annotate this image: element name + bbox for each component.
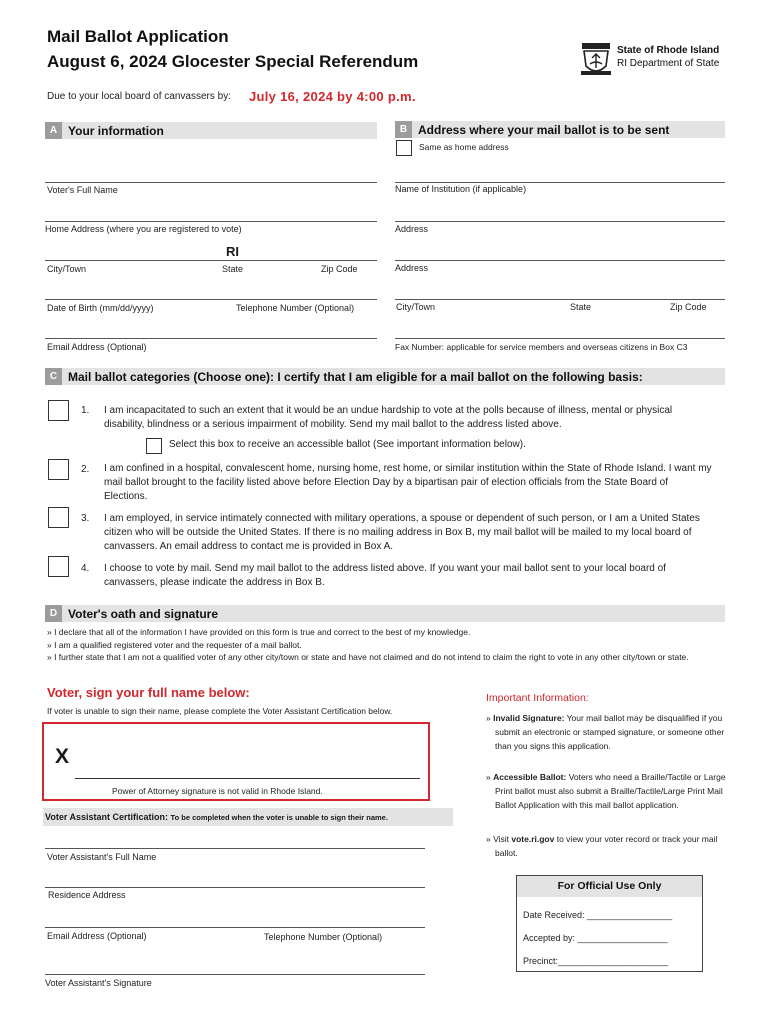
assistant-cert-header xyxy=(43,808,453,826)
home-address-field[interactable] xyxy=(45,221,377,222)
oath-item: » I declare that all of the information I have provided on this form is true and correct to the best of my knowledge. xyxy=(47,627,471,637)
section-a-letter: A xyxy=(45,122,62,139)
due-label: Due to your local board of canvassers by: xyxy=(47,91,231,102)
section-a-header xyxy=(45,122,377,139)
sign-title: Voter, sign your full name below: xyxy=(47,685,250,700)
b-state-label: State xyxy=(570,302,592,312)
important-invalid-signature: » Invalid Signature: Your mail ballot may be disqualified if you submit an electronic or stamped signature, or someone other than you signs this application. xyxy=(486,713,725,751)
official-use-box xyxy=(516,875,703,972)
category-3-text: I am employed, in service intimately connected with military operations, a spouse or dependent of such person, or I am a United States citizen who will be outside the United States. If there is no mailing address in Box B, my mail ballot will be mailed to my local board of canvassers. An email address to contact me is provided in Box A. xyxy=(104,513,700,552)
section-c-title: Mail ballot categories (Choose one): I certify that I am eligible for a mail ballot on the following basis: xyxy=(68,369,643,384)
state-label: State xyxy=(222,264,244,274)
b-zip-label: Zip Code xyxy=(670,302,707,312)
category-4-text: I choose to vote by mail. Send my mail ballot to the address listed above. If you want your mail ballot sent to your local board of canvassers, please indicate the address in Box B. xyxy=(104,563,666,588)
important-title: Important Information: xyxy=(486,692,589,704)
important-visit: » Visit vote.ri.gov to view your voter record or track your mail ballot. xyxy=(486,834,718,858)
section-b-header xyxy=(395,121,725,138)
category-4-number: 4. xyxy=(81,563,90,574)
official-use-title: For Official Use Only xyxy=(517,876,702,897)
assistant-name-label: Voter Assistant's Full Name xyxy=(47,852,157,862)
same-as-home-checkbox[interactable] xyxy=(396,140,412,156)
category-1-text: I am incapacitated to such an extent that it would be an undue hardship to vote at the polls because of illness, mental or physical disability, blindness or a serious impairment of mobility. Send my mail ballot to the address listed above. xyxy=(104,405,673,430)
category-4-checkbox[interactable] xyxy=(48,556,69,577)
assistant-cert-title: Voter Assistant Certification: xyxy=(45,812,169,822)
home-address-label: Home Address (where you are registered to vote) xyxy=(45,224,242,234)
zip-label: Zip Code xyxy=(321,264,358,274)
department-name: RI Department of State xyxy=(617,58,720,69)
accessible-ballot-bold: Accessible Ballot: xyxy=(493,772,567,782)
accessible-ballot-text: Voters who need a Braille/Tactile or Large Print ballot must also submit a Braille/Tactile/Large Print Mail Ballot Application with this mail ballot application. xyxy=(495,772,726,810)
address-label-1: Address xyxy=(395,224,429,234)
b-city-state-zip-field[interactable] xyxy=(395,299,725,300)
poa-note: Power of Attorney signature is not valid in Rhode Island. xyxy=(112,786,323,796)
category-2-checkbox[interactable] xyxy=(48,459,69,480)
assistant-residence-field[interactable] xyxy=(45,887,425,888)
assistant-name-field[interactable] xyxy=(45,848,425,849)
phone-label: Telephone Number (Optional) xyxy=(236,303,355,313)
due-date: July 16, 2024 by 4:00 p.m. xyxy=(249,89,416,104)
date-received-field: Date Received: _________________ xyxy=(523,910,673,920)
vote-ri-gov-link[interactable]: vote.ri.gov xyxy=(511,834,555,844)
email-label: Email Address (Optional) xyxy=(47,342,147,352)
fax-label: Fax Number: applicable for service members and overseas citizens in Box C3 xyxy=(395,342,688,352)
assistant-residence-label: Residence Address xyxy=(48,890,126,900)
same-as-home-label: Same as home address xyxy=(419,142,509,152)
form-subtitle: August 6, 2024 Glocester Special Referendum xyxy=(47,52,419,71)
state-value: RI xyxy=(226,244,239,259)
address-field-2[interactable] xyxy=(395,260,725,261)
assistant-cert-note: To be completed when the voter is unable to sign their name. xyxy=(170,813,388,822)
institution-label: Name of Institution (if applicable) xyxy=(395,184,527,194)
full-name-field[interactable] xyxy=(45,182,377,183)
category-3-number: 3. xyxy=(81,513,90,524)
fax-field[interactable] xyxy=(395,338,725,339)
oath-item: » I further state that I am not a qualified voter of any other city/town or state and have not claimed and do not intend to claim the right to vote in any other city/town or state. xyxy=(47,652,689,662)
section-a-title: Your information xyxy=(68,123,164,138)
invalid-signature-bold: Invalid Signature: xyxy=(493,713,565,723)
section-c-header xyxy=(45,368,725,385)
section-b-letter: B xyxy=(395,121,412,138)
section-d-header xyxy=(45,605,725,622)
assistant-email-phone-field[interactable] xyxy=(45,927,425,928)
accessible-ballot-label: Select this box to receive an accessible ballot (See important information below). xyxy=(169,439,526,450)
voter-signature-line xyxy=(75,778,420,779)
accepted-by-field: Accepted by: __________________ xyxy=(523,933,668,943)
visit-prefix: Visit xyxy=(493,834,509,844)
assistant-signature-label: Voter Assistant's Signature xyxy=(45,978,152,988)
visit-text: to view your voter record or track your mail ballot. xyxy=(495,834,718,858)
state-name: State of Rhode Island xyxy=(617,45,720,56)
assistant-phone-label: Telephone Number (Optional) xyxy=(264,932,383,942)
category-1-number: 1. xyxy=(81,405,90,416)
precinct-field: Precinct:______________________ xyxy=(523,956,669,966)
address-label-2: Address xyxy=(395,263,429,273)
section-d-title: Voter's oath and signature xyxy=(68,606,218,621)
assistant-signature-field[interactable] xyxy=(45,974,425,975)
dob-label: Date of Birth (mm/dd/yyyy) xyxy=(47,303,154,313)
address-field-1[interactable] xyxy=(395,221,725,222)
oath-item: » I am a qualified registered voter and the requester of a mail ballot. xyxy=(47,640,302,650)
full-name-label: Voter's Full Name xyxy=(47,185,118,195)
category-2-number: 2. xyxy=(81,464,90,475)
b-city-label: City/Town xyxy=(396,302,436,312)
institution-field[interactable] xyxy=(395,182,725,183)
section-c-letter: C xyxy=(45,368,62,385)
signature-x-mark: X xyxy=(55,745,70,768)
state-seal-icon xyxy=(578,42,614,78)
section-d-letter: D xyxy=(45,605,62,622)
accessible-ballot-checkbox[interactable] xyxy=(146,438,162,454)
form-title: Mail Ballot Application xyxy=(47,27,229,46)
important-accessible-ballot: » Accessible Ballot: Voters who need a Braille/Tactile or Large Print ballot must also submit a Braille/Tactile/Large Print Mail Ballot Application with this mail ballot application. xyxy=(486,772,726,810)
category-1-checkbox[interactable] xyxy=(48,400,69,421)
email-field[interactable] xyxy=(45,338,377,339)
assistant-email-label: Email Address (Optional) xyxy=(47,931,147,941)
city-state-zip-field[interactable] xyxy=(45,260,377,261)
sign-note: If voter is unable to sign their name, please complete the Voter Assistant Certification below. xyxy=(47,706,393,716)
invalid-signature-text: Your mail ballot may be disqualified if you submit an electronic or stamped signature, or someone other than you signs this application. xyxy=(495,713,725,751)
dob-phone-field[interactable] xyxy=(45,299,377,300)
city-label: City/Town xyxy=(47,264,87,274)
section-b-title: Address where your mail ballot is to be sent xyxy=(418,122,670,137)
category-2-text: I am confined in a hospital, convalescent home, nursing home, rest home, or similar institution within the State of Rhode Island. I want my mail ballot brought to the facility listed above before Election Day by a bipartisan pair of election officials from the State Board of Elections. xyxy=(104,463,712,502)
category-3-checkbox[interactable] xyxy=(48,507,69,528)
